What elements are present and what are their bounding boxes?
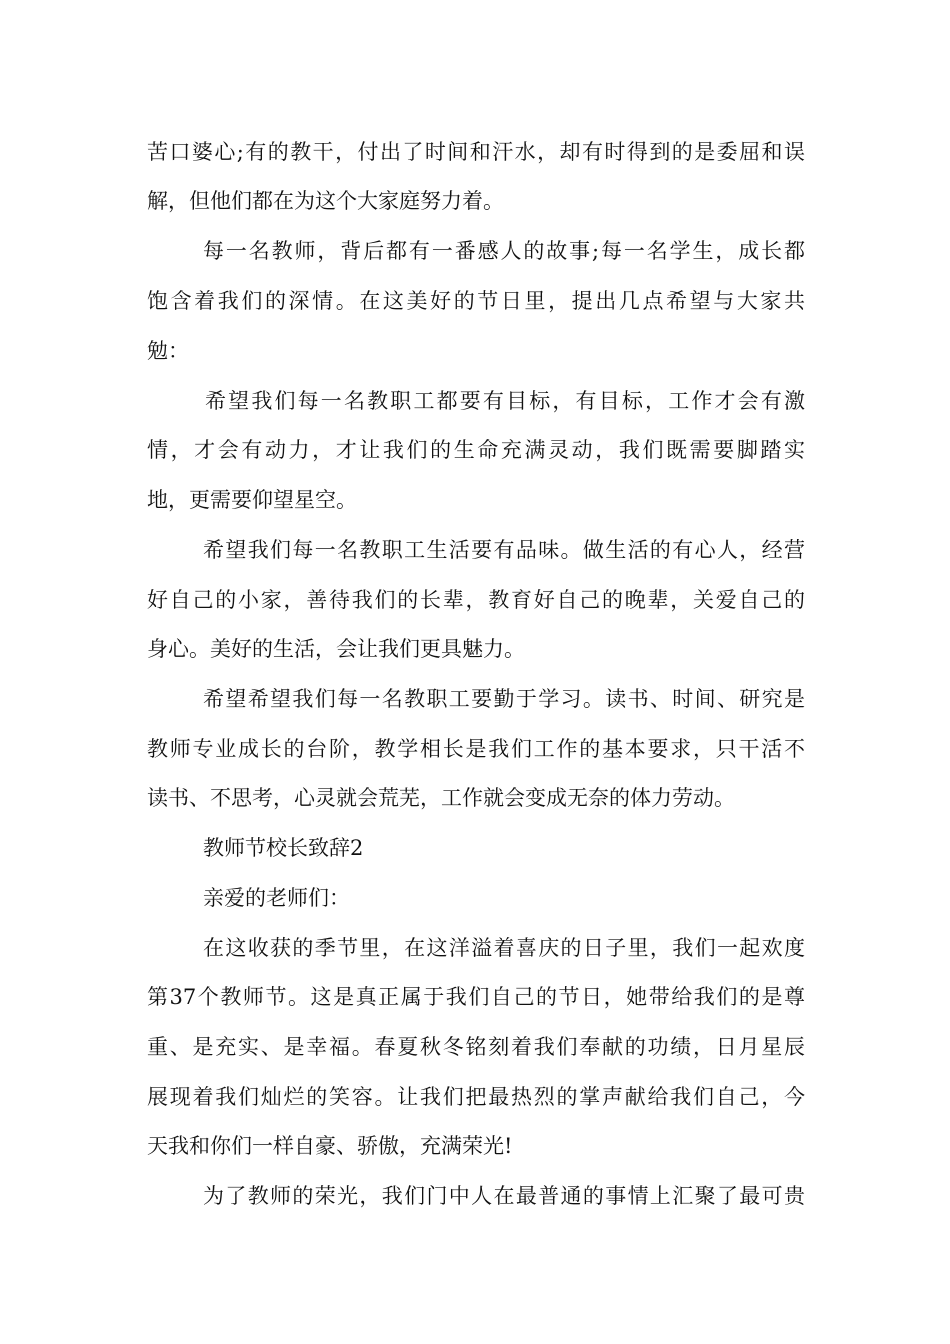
text-line: 每一名教师，背后都有一番感人的故事;每一名学生，成长都 — [203, 239, 805, 263]
text-line: 希望希望我们每一名教职工要勤于学习。读书、时间、研究是 — [203, 687, 805, 711]
salutation: 亲爱的老师们： — [203, 886, 350, 910]
text-line: 希望我们每一名教职工都要有目标，有目标，工作才会有激 — [205, 389, 805, 413]
text-line: 为了教师的荣光，我们门中人在最普通的事情上汇聚了最可贵 — [203, 1184, 805, 1208]
text-line: 好自己的小家，善待我们的长辈，教育好自己的晚辈，关爱自己的 — [147, 588, 805, 612]
text-line: 身心。美好的生活，会让我们更具魅力。 — [147, 637, 525, 661]
text-line: 读书、不思考，心灵就会荒芜，工作就会变成无奈的体力劳动。 — [147, 786, 735, 810]
text-line: 教师专业成长的台阶，教学相长是我们工作的基本要求，只干活不 — [147, 737, 805, 761]
text-line: 苦口婆心;有的教干，付出了时间和汗水，却有时得到的是委屈和误 — [147, 140, 805, 164]
text-line: 地，更需要仰望星空。 — [147, 488, 357, 512]
text-line: 重、是充实、是幸福。春夏秋冬铭刻着我们奉献的功绩，日月星辰 — [147, 1035, 805, 1059]
text-line: 勉： — [147, 339, 189, 363]
text-line: 展现着我们灿烂的笑容。让我们把最热烈的掌声献给我们自己，今 — [147, 1085, 805, 1109]
section-heading: 教师节校长致辞2 — [203, 836, 364, 860]
text-line: 希望我们每一名教职工生活要有品味。做生活的有心人，经营 — [203, 538, 805, 562]
text-line: 解，但他们都在为这个大家庭努力着。 — [147, 189, 504, 213]
text-line: 情，才会有动力，才让我们的生命充满灵动，我们既需要脚踏实 — [147, 438, 805, 462]
text-line: 饱含着我们的深情。在这美好的节日里，提出几点希望与大家共 — [147, 289, 805, 313]
text-line: 天我和你们一样自豪、骄傲，充满荣光! — [147, 1134, 513, 1158]
text-line: 第37个教师节。这是真正属于我们自己的节日，她带给我们的是尊 — [147, 985, 805, 1009]
text-line: 在这收获的季节里，在这洋溢着喜庆的日子里，我们一起欢度 — [203, 936, 805, 960]
